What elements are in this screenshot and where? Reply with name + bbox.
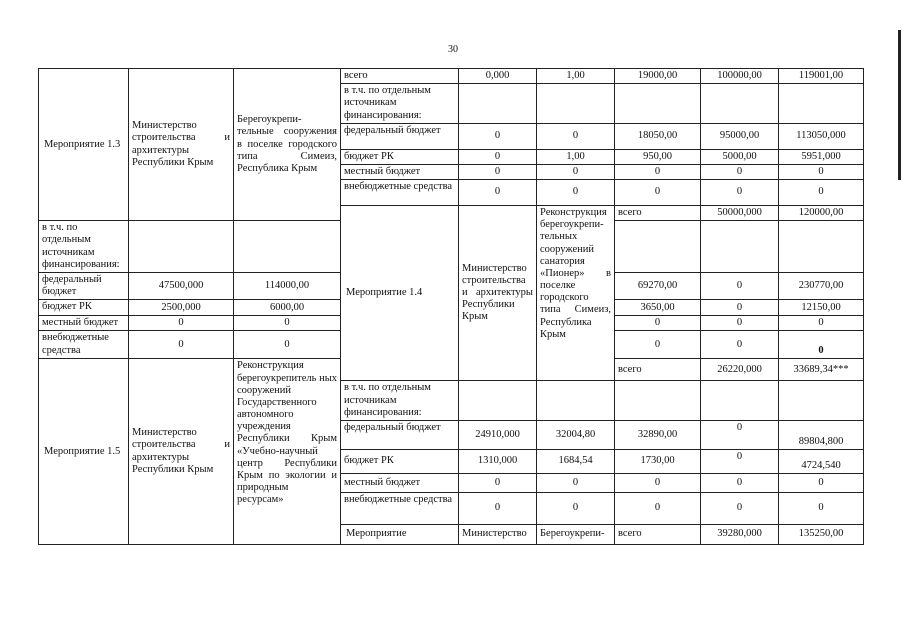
- value-cell: 0: [615, 164, 701, 179]
- value-cell: 0: [459, 149, 537, 164]
- source-label: внебюджетные средства: [341, 180, 459, 206]
- value-cell: 0: [459, 180, 537, 206]
- source-label: бюджет РК: [341, 449, 459, 473]
- value-cell: 1730,00: [615, 449, 701, 473]
- measure-cell: Мероприятие: [341, 524, 459, 544]
- value-cell: 0: [537, 180, 615, 206]
- source-label: федеральный бюджет: [341, 420, 459, 449]
- ministry-cell: Министерство строительства и архитектуры Республики Крым: [129, 359, 234, 545]
- source-label: бюджет РК: [39, 300, 129, 316]
- source-label: всего: [615, 524, 701, 544]
- source-label: в т.ч. по отдельным источникам финансирования:: [341, 381, 459, 421]
- source-label: в т.ч. по отдельным источникам финансирования:: [39, 221, 129, 273]
- value-cell: 26220,000: [701, 359, 779, 381]
- value-cell: 0: [537, 123, 615, 149]
- value-cell: 0: [459, 123, 537, 149]
- source-label: бюджет РК: [341, 149, 459, 164]
- value-cell: 0: [779, 180, 864, 206]
- object-cell: Берегоукрепи-: [537, 524, 615, 544]
- value-cell: 0: [779, 164, 864, 179]
- value-cell: 135250,00: [779, 524, 864, 544]
- source-label: местный бюджет: [341, 473, 459, 492]
- value-cell: 0: [779, 331, 864, 359]
- measure-cell: Мероприятие 1.5: [39, 359, 129, 545]
- value-cell: 0: [779, 473, 864, 492]
- value-cell: 39280,000: [701, 524, 779, 544]
- measure-cell: Мероприятие 1.3: [39, 69, 129, 221]
- value-cell: 89804,800: [779, 420, 864, 449]
- object-cell: Реконструкция берегоукрепи-тельных сооружений санатория «Пионер» в поселке городского типа Симеиз, Республика Крым: [537, 206, 615, 381]
- value-cell: 0: [701, 420, 779, 449]
- value-cell: 0: [701, 449, 779, 473]
- value-cell: 95000,00: [701, 123, 779, 149]
- value-cell: 0: [615, 316, 701, 331]
- ministry-cell: Министерство строительства и архитектуры Республики Крым: [129, 69, 234, 221]
- value-cell: 5951,000: [779, 149, 864, 164]
- value-cell: 1,00: [537, 149, 615, 164]
- object-cell: Реконструкция берегоукрепитель ных сооружений Государственного автономного учреждения Республики Крым «Учебно-научный центр Республики Крым по экологии и природным ресурсам»: [234, 359, 341, 545]
- source-label: внебюджетные средства: [39, 331, 129, 359]
- value-cell: 24910,000: [459, 420, 537, 449]
- value-cell: 0: [701, 272, 779, 299]
- value-cell: 0: [459, 164, 537, 179]
- value-cell: 0: [537, 492, 615, 524]
- value-cell: 32890,00: [615, 420, 701, 449]
- budget-table: [38, 68, 864, 545]
- value-cell: 0: [779, 492, 864, 524]
- value-cell: 0: [779, 316, 864, 331]
- value-cell: 18050,00: [615, 123, 701, 149]
- value-cell: 69270,00: [615, 272, 701, 299]
- value-cell: 120000,00: [779, 206, 864, 221]
- ministry-cell: Министерство: [459, 524, 537, 544]
- value-cell: 0: [129, 331, 234, 359]
- value-cell: 0: [701, 316, 779, 331]
- value-cell: 114000,00: [234, 272, 341, 299]
- value-cell: 119001,00: [779, 69, 864, 84]
- value-cell: 47500,000: [129, 272, 234, 299]
- value-cell: 5000,00: [701, 149, 779, 164]
- ministry-cell: Министерство строительства и архитектуры Республики Крым: [459, 206, 537, 381]
- value-cell: 950,00: [615, 149, 701, 164]
- value-cell: 0: [615, 180, 701, 206]
- value-cell: 113050,000: [779, 123, 864, 149]
- value-cell: 0: [537, 473, 615, 492]
- source-label: федеральный бюджет: [341, 123, 459, 149]
- value-cell: 0: [615, 331, 701, 359]
- value-cell: 19000,00: [615, 69, 701, 84]
- value-cell: 0: [537, 164, 615, 179]
- source-label: федеральный бюджет: [39, 272, 129, 299]
- source-label: местный бюджет: [39, 316, 129, 331]
- value-cell: 100000,00: [701, 69, 779, 84]
- source-label: внебюджетные средства: [341, 492, 459, 524]
- value-cell: 0: [701, 164, 779, 179]
- value-cell: 6000,00: [234, 300, 341, 316]
- value-cell: 0: [234, 331, 341, 359]
- value-cell: 0: [615, 492, 701, 524]
- value-cell: 0: [129, 316, 234, 331]
- page-number: 30: [448, 44, 458, 55]
- value-cell: 1,00: [537, 69, 615, 84]
- value-cell: 0: [701, 180, 779, 206]
- source-label: местный бюджет: [341, 164, 459, 179]
- value-cell: 3650,00: [615, 300, 701, 316]
- value-cell: 0: [701, 331, 779, 359]
- value-cell: 0: [459, 473, 537, 492]
- value-cell: 12150,00: [779, 300, 864, 316]
- value-cell: 0: [701, 492, 779, 524]
- value-cell: 230770,00: [779, 272, 864, 299]
- value-cell: 0: [615, 473, 701, 492]
- value-cell: 1684,54: [537, 449, 615, 473]
- value-cell: 4724,540: [779, 449, 864, 473]
- value-cell: 2500,000: [129, 300, 234, 316]
- value-cell: 50000,000: [701, 206, 779, 221]
- source-label: всего: [615, 206, 701, 221]
- value-cell: 32004,80: [537, 420, 615, 449]
- value-cell: 33689,34***: [779, 359, 864, 381]
- value-cell: 1310,000: [459, 449, 537, 473]
- scan-edge-mark: [898, 30, 901, 180]
- object-cell: Берегоукрепи-тельные сооружения в поселке городского типа Симеиз, Республика Крым: [234, 69, 341, 221]
- source-label: в т.ч. по отдельным источникам финансирования:: [341, 84, 459, 124]
- table-row: [39, 69, 864, 84]
- value-cell: 0: [234, 316, 341, 331]
- source-label: всего: [341, 69, 459, 84]
- value-cell: 0: [701, 300, 779, 316]
- source-label: всего: [615, 359, 701, 381]
- measure-cell: Мероприятие 1.4: [341, 206, 459, 381]
- value-cell: 0: [459, 492, 537, 524]
- value-cell: 0: [701, 473, 779, 492]
- value-cell: 0,000: [459, 69, 537, 84]
